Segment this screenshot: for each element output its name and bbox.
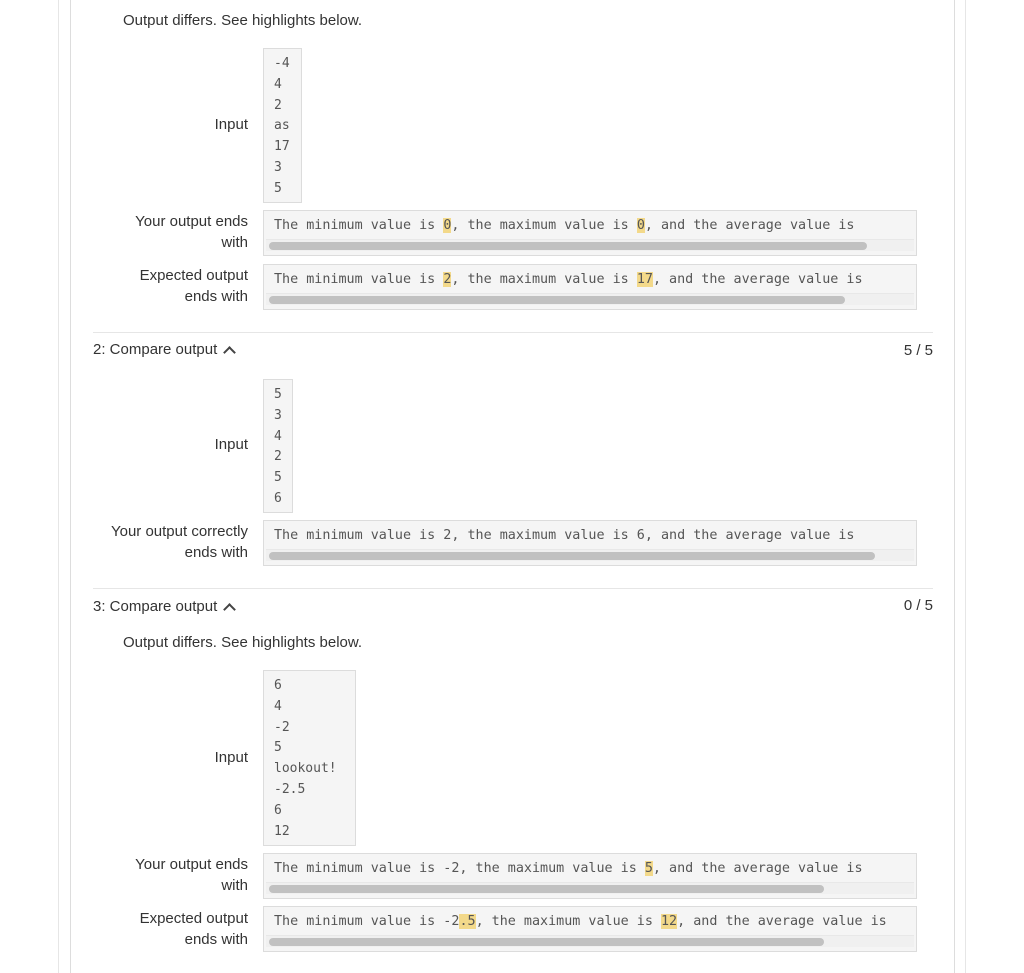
results-card	[70, 0, 955, 973]
expected-label-line1: Expected output	[139, 267, 248, 284]
test2-toggle[interactable]	[93, 341, 234, 358]
input-line: 2	[274, 97, 282, 113]
expected-output-text	[274, 911, 887, 933]
input-label: Input	[214, 749, 248, 766]
output-segment: , the maximum value is	[451, 218, 637, 233]
test1-your-output-box	[263, 210, 917, 256]
your-output-label-line2: with	[221, 234, 248, 251]
test2-title: 2: Compare output	[93, 341, 218, 358]
expected-label-line1: Expected output	[139, 910, 248, 927]
correct-output-label	[88, 521, 248, 563]
expected-label-line2: ends with	[184, 288, 248, 305]
output-segment: The minimum value is -2	[274, 914, 460, 929]
expected-output-label	[88, 908, 248, 950]
output-segment: , and the average value is	[652, 272, 863, 287]
test3-title: 3: Compare output	[93, 598, 218, 615]
diff-highlight: 0	[636, 218, 645, 233]
test3-your-output-box	[263, 853, 917, 899]
output-segment: The minimum value is	[274, 272, 444, 287]
input-label: Input	[214, 116, 248, 133]
diff-highlight: 17	[636, 272, 653, 287]
input-line: 3	[274, 407, 282, 423]
correct-output-text: The minimum value is 2, the maximum value is 6, and the average value is	[274, 528, 855, 543]
section-divider	[93, 588, 933, 589]
input-label: Input	[214, 436, 248, 453]
scrollbar-thumb[interactable]	[269, 296, 845, 304]
test2-output-box	[263, 520, 917, 566]
chevron-up-icon	[223, 346, 236, 359]
test1-input-box	[263, 48, 302, 203]
input-line: 6	[274, 490, 282, 506]
chevron-up-icon	[223, 603, 236, 616]
scrollbar-thumb[interactable]	[269, 552, 875, 560]
output-segment: , and the average value is	[652, 861, 863, 876]
your-output-label	[88, 854, 248, 896]
input-line: 6	[274, 678, 282, 693]
output-segment: , the maximum value is	[475, 914, 661, 929]
input-line: 4	[274, 698, 282, 714]
test2-input-box	[263, 379, 293, 513]
scrollbar-thumb[interactable]	[269, 242, 867, 250]
test3-expected-output-box	[263, 906, 917, 952]
test3-score: 0 / 5	[903, 597, 933, 614]
output-segment: , the maximum value is	[451, 272, 637, 287]
input-line: -2.5	[274, 781, 306, 797]
input-line: -2	[274, 719, 290, 735]
input-line: 17	[274, 139, 290, 155]
test3-input-box	[263, 670, 356, 846]
input-line: 4	[274, 76, 282, 92]
output-segment: , and the average value is	[677, 914, 887, 929]
scrollbar-thumb[interactable]	[269, 885, 824, 893]
your-output-label	[88, 211, 248, 253]
output-differs-message: Output differs. See highlights below.	[123, 12, 363, 29]
output-segment: The minimum value is	[274, 218, 444, 233]
test2-score: 5 / 5	[903, 342, 933, 359]
diff-highlight: 2	[443, 272, 452, 287]
test3-toggle[interactable]	[93, 598, 234, 615]
horizontal-scrollbar[interactable]	[266, 549, 914, 561]
output-segment: The minimum value is -2, the maximum value is	[274, 861, 645, 876]
input-line: 5	[274, 180, 282, 196]
input-line: -4	[274, 56, 290, 71]
your-output-label-line1: Your output ends	[135, 856, 248, 873]
your-output-label-line1: Your output ends	[135, 213, 248, 230]
output-segment: , and the average value is	[644, 218, 855, 233]
horizontal-scrollbar[interactable]	[266, 882, 914, 894]
expected-output-text	[274, 269, 863, 291]
correct-output-label-line1: Your output correctly	[110, 523, 248, 540]
input-line: 2	[274, 449, 282, 465]
input-line: 3	[274, 159, 282, 175]
input-line: 12	[274, 823, 290, 839]
input-line: 5	[274, 740, 282, 756]
expected-output-label	[88, 265, 248, 307]
input-line: 5	[274, 470, 282, 486]
input-line: 6	[274, 802, 282, 818]
test1-expected-output-box	[263, 264, 917, 310]
diff-highlight: 12	[661, 914, 678, 929]
input-line: 4	[274, 428, 282, 444]
section-divider	[93, 332, 933, 333]
input-line: lookout!	[274, 761, 337, 777]
your-output-text	[274, 858, 863, 880]
diff-highlight: .5	[459, 914, 476, 929]
your-output-text	[274, 215, 854, 237]
input-line: as	[274, 118, 290, 134]
output-differs-message: Output differs. See highlights below.	[123, 634, 363, 651]
diff-highlight: 5	[644, 861, 653, 876]
diff-highlight: 0	[443, 218, 452, 233]
horizontal-scrollbar[interactable]	[266, 239, 914, 251]
input-line: 5	[274, 387, 282, 402]
horizontal-scrollbar[interactable]	[266, 293, 914, 305]
expected-label-line2: ends with	[184, 931, 248, 948]
horizontal-scrollbar[interactable]	[266, 935, 914, 947]
correct-output-label-line2: ends with	[184, 544, 248, 561]
your-output-label-line2: with	[221, 877, 248, 894]
scrollbar-thumb[interactable]	[269, 938, 824, 946]
